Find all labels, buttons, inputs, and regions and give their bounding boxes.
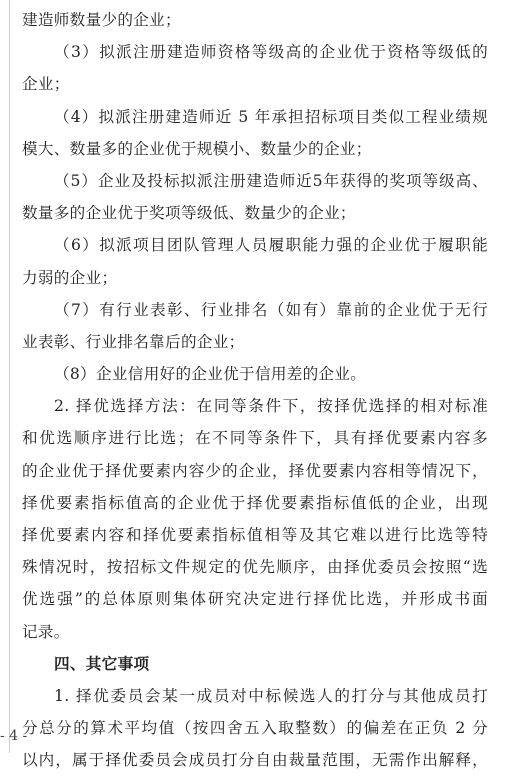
text-line: 1. 择优委员会某一成员对中标候选人的打分与其他成员打 (54, 686, 488, 705)
section-heading: 四、其它事项 (54, 654, 150, 673)
page-number: - 4 - (0, 728, 28, 744)
text-line: 记录。 (22, 622, 70, 641)
text-line: （6）拟派项目团队管理人员履职能力强的企业优于履职能 (54, 236, 488, 255)
text-line: 业表彰、行业排名靠后的企业； (22, 332, 245, 351)
text-line: 和优选顺序进行比选；在不同等条件下，具有择优要素内容多 (22, 429, 488, 448)
text-line: （7）有行业表彰、行业排名（如有）靠前的企业优于无行 (54, 300, 488, 319)
text-line: 建造师数量少的企业； (22, 11, 181, 29)
text-line: 力弱的企业； (22, 268, 118, 287)
text-line: （8）企业信用好的企业优于信用差的企业。 (54, 365, 367, 384)
text-line: （5）企业及投标拟派注册建造师近5年获得的奖项等级高、 (54, 171, 488, 190)
text-line: 的企业优于择优要素内容少的企业，择优要素内容相等情况下， (22, 461, 488, 480)
text-line: 殊情况时，按招标文件规定的优先顺序，由择优委员会按照“选 (22, 558, 488, 577)
text-line: 择优要素内容和择优要素指标值相等及其它难以进行比选等特 (22, 526, 488, 544)
text-line: 择优要素指标值高的企业优于择优要素指标值低的企业，出现 (22, 493, 488, 512)
text-line: 数量多的企业优于奖项等级低、数量少的企业； (22, 204, 356, 223)
text-line: 分总分的算术平均值（按四舍五入取整数）的偏差在正负 2 分 (22, 719, 488, 738)
text-line: （4）拟派注册建造师近 5 年承担招标项目类似工程业绩规 (54, 107, 488, 126)
binding-margin-line (9, 0, 10, 753)
text-line: 2. 择优选择方法：在同等条件下，按择优选择的相对标准 (54, 397, 488, 416)
text-line: 企业； (22, 75, 70, 94)
document-body (22, 4, 488, 777)
text-line: 以内，属于择优委员会成员打分自由裁量范围，无需作出解释， (22, 751, 488, 770)
text-line: 模大、数量多的企业优于规模小、数量少的企业； (22, 139, 372, 158)
text-line: 优选强”的总体原则集体研究决定进行择优比选，并形成书面 (22, 590, 488, 609)
text-line: （3）拟派注册建造师资格等级高的企业优于资格等级低的 (54, 43, 488, 62)
